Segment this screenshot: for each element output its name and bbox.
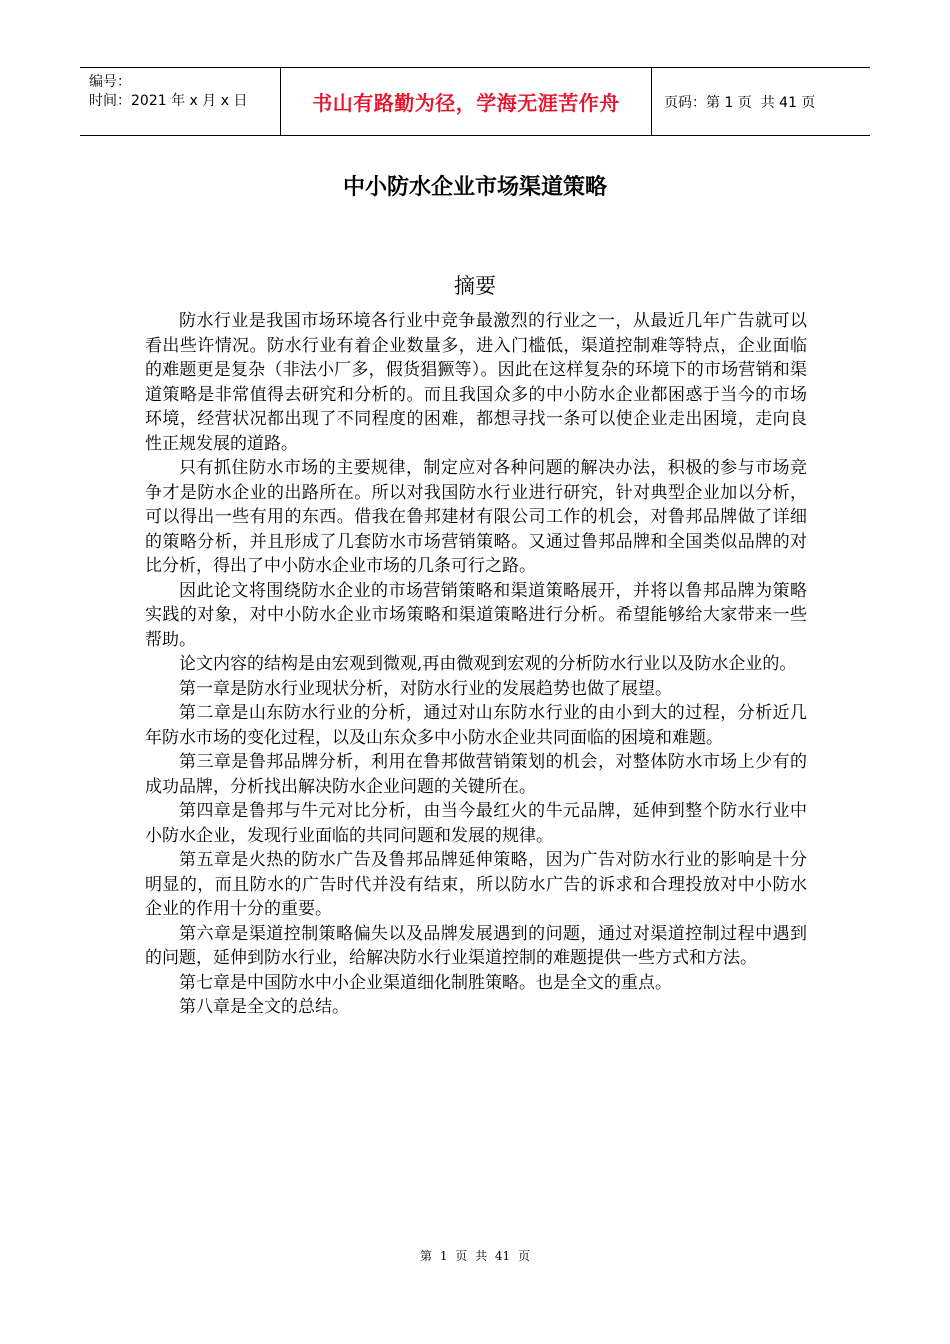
- header-meta-cell: [80, 68, 281, 135]
- paragraph: 第七章是中国防水中小企业渠道细化制胜策略。也是全文的重点。: [179, 972, 672, 993]
- serial-number-label: 编号：: [89, 74, 131, 90]
- paragraph: 第一章是防水行业现状分析，对防水行业的发展趋势也做了展望。: [179, 678, 672, 699]
- paragraph: 第二章是山东防水行业的分析，通过对山东防水行业的由小到大的过程，分析近几年防水市场的变化过程，以及山东众多中小防水企业共同面临的困境和难题。: [145, 703, 807, 748]
- paragraph: 论文内容的结构是由宏观到微观,再由微观到宏观的分析防水行业以及防水企业的。: [179, 654, 797, 674]
- abstract-body: [145, 309, 807, 1020]
- paragraph: 第三章是鲁邦品牌分析，利用在鲁邦做营销策划的机会，对整体防水市场上少有的成功品牌，分析找出解决防水企业问题的关键所在。: [145, 752, 807, 797]
- header-motto: 书山有路勤为径，学海无涯苦作舟: [281, 68, 652, 135]
- paragraph: 第六章是渠道控制策略偏失以及品牌发展遇到的问题，通过对渠道控制过程中遇到的问题，延伸到防水行业，给解决防水行业渠道控制的难题提供一些方式和方法。: [145, 923, 807, 968]
- abstract-heading: 摘要: [454, 274, 496, 298]
- paragraph: 第四章是鲁邦与牛元对比分析，由当今最红火的牛元品牌，延伸到整个防水行业中小防水企业，发现行业面临的共同问题和发展的规律。: [145, 801, 807, 846]
- paragraph: 因此论文将围绕防水企业的市场营销策略和渠道策略展开，并将以鲁邦品牌为策略实践的对象，对中小防水企业市场策略和渠道策略进行分析。希望能够给大家带来一些帮助。: [145, 580, 807, 650]
- header-page-info-cell: [652, 68, 870, 135]
- paragraph: 防水行业是我国市场环境各行业中竞争最激烈的行业之一，从最近几年广告就可以看出些许情况。防水行业有着企业数量多，进入门槛低，渠道控制难等特点，企业面临的难题更是复杂（非法小厂多，假货猖獗等）。因此在这样复杂的环境下的市场营销和渠道策略是非常值得去研究和分析的。而且我国众多的中小防水企业都困惑于当今的市场环境，经营状况都出现了不同程度的困难，都想寻找一条可以使企业走出困境，走向良性正规发展的道路。: [145, 311, 807, 454]
- date-label: 时间：2021 年 x 月 x 日: [89, 93, 248, 109]
- paragraph: 第五章是火热的防水广告及鲁邦品牌延伸策略，因为广告对防水行业的影响是十分明显的，而且防水的广告时代并没有结束，所以防水广告的诉求和合理投放对中小防水企业的作用十分的重要。: [145, 850, 807, 919]
- document-header: [80, 67, 870, 136]
- page-footer: 第 1 页 共 41 页: [420, 1249, 530, 1263]
- header-page-info: 页码：第 1 页 共 41 页: [664, 94, 816, 111]
- paragraph: 只有抓住防水市场的主要规律，制定应对各种问题的解决办法，积极的参与市场竞争才是防水企业的出路所在。所以对我国防水行业进行研究，针对典型企业加以分析，可以得出一些有用的东西。借我在鲁邦建材有限公司工作的机会，对鲁邦品牌做了详细的策略分析，并且形成了几套防水市场营销策略。又通过鲁邦品牌和全国类似品牌的对比分析，得出了中小防水企业市场的几条可行之路。: [145, 458, 807, 576]
- document-title: 中小防水企业市场渠道策略: [342, 175, 607, 200]
- paragraph: 第八章是全文的总结。: [179, 997, 349, 1017]
